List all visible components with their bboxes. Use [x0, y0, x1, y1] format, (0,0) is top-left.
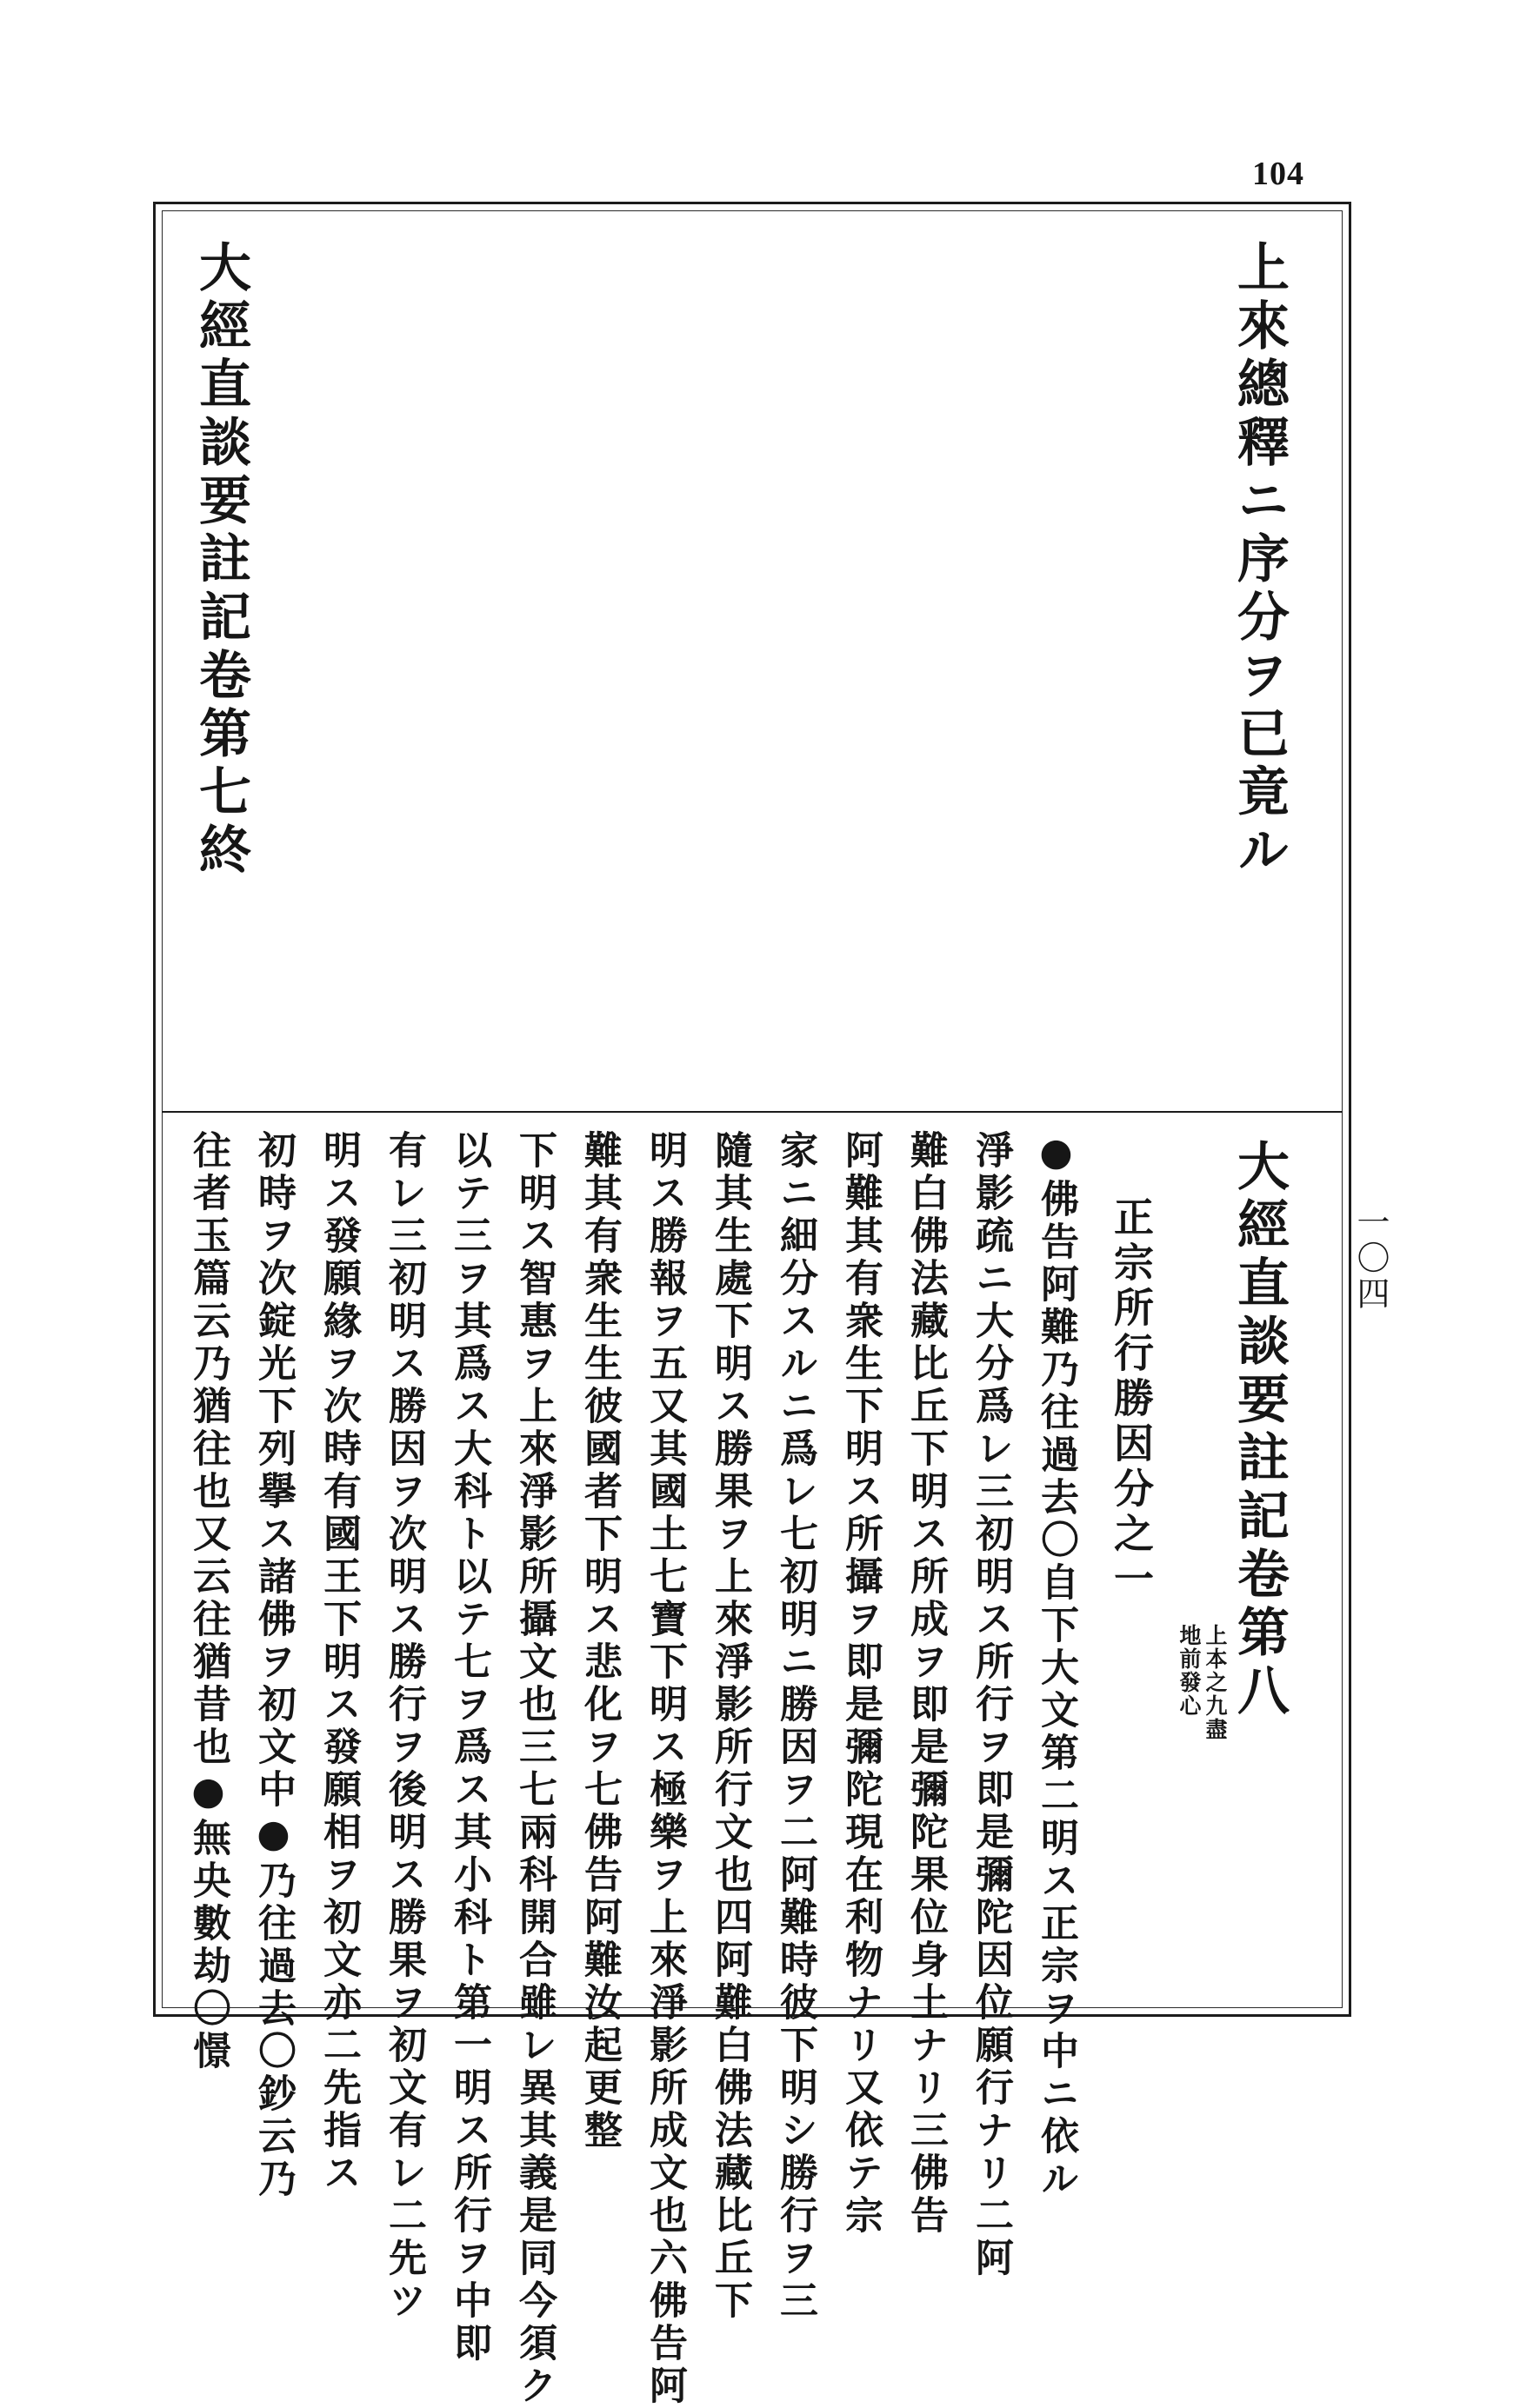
summary-line: 上來總釋ニ序分ヲ已竟ル — [1229, 240, 1290, 881]
page-number: 104 — [1252, 156, 1304, 192]
text-column: 明ス勝報ヲ五又其國土七寶下明ス極樂ヲ上來淨影所成文也六佛告阿 — [643, 1130, 687, 2408]
volume-subtitle-1: 上本之九盡 — [1203, 1624, 1228, 1741]
text-column: ●佛告阿難乃往過去〇自下大文第二明ス正宗ヲ中ニ依ル — [1034, 1130, 1078, 2201]
text-column: 難其有衆生生彼國者下明ス悲化ヲ七佛告阿難汝起更整 — [577, 1130, 622, 2152]
volume-title: 大經直談要註記卷第八 — [1229, 1139, 1290, 1721]
text-column: 難白佛法藏比丘下明ス所成ヲ即是彌陀果位身土ナリ三佛告 — [903, 1130, 948, 2238]
volume-end-title: 大經直談要註記卷第七終 — [190, 240, 251, 881]
section-divider — [162, 1111, 1343, 1113]
text-column: 有レ三初明ス勝因ヲ次明ス勝行ヲ後明ス勝果ヲ初文有レ二先ツ — [382, 1130, 426, 2323]
text-column: 家ニ細分スルニ爲レ七初明ニ勝因ヲ二阿難時彼下明シ勝行ヲ三 — [773, 1130, 817, 2323]
text-column: 往者玉篇云乃猶往也又云往猶昔也●無央數劫〇憬 — [186, 1130, 230, 2073]
margin-page-number: 一〇四 — [1351, 1205, 1390, 1312]
text-column: 明ス發願緣ヲ次時有國王下明ス發願相ヲ初文亦二先指ス — [317, 1130, 361, 2195]
text-column: 初時ヲ次錠光下列擧ス諸佛ヲ初文中●乃往過去〇鈔云乃 — [251, 1130, 296, 2201]
text-column: 以テ三ヲ其爲ス大科ト以テ七ヲ爲ス其小科ト第一明ス所行ヲ中即 — [447, 1130, 491, 2365]
text-column: 下明ス智惠ヲ上來淨影所攝文也三七兩科開合雖レ異其義是同今須ク — [512, 1130, 557, 2408]
text-column: 淨影疏ニ大分爲レ三初明ス所行ヲ即是彌陀因位願行ナリ二阿 — [969, 1130, 1013, 2280]
text-column: 隨其生處下明ス勝果ヲ上來淨影所行文也四阿難白佛法藏比丘下 — [708, 1130, 752, 2323]
section-heading: 正宗所行勝因分之一 — [1108, 1196, 1155, 1603]
text-column: 阿難其有衆生下明ス所攝ヲ即是彌陀現在利物ナリ又依テ宗 — [838, 1130, 883, 2238]
volume-subtitle-2: 地前發心 — [1177, 1624, 1202, 1718]
